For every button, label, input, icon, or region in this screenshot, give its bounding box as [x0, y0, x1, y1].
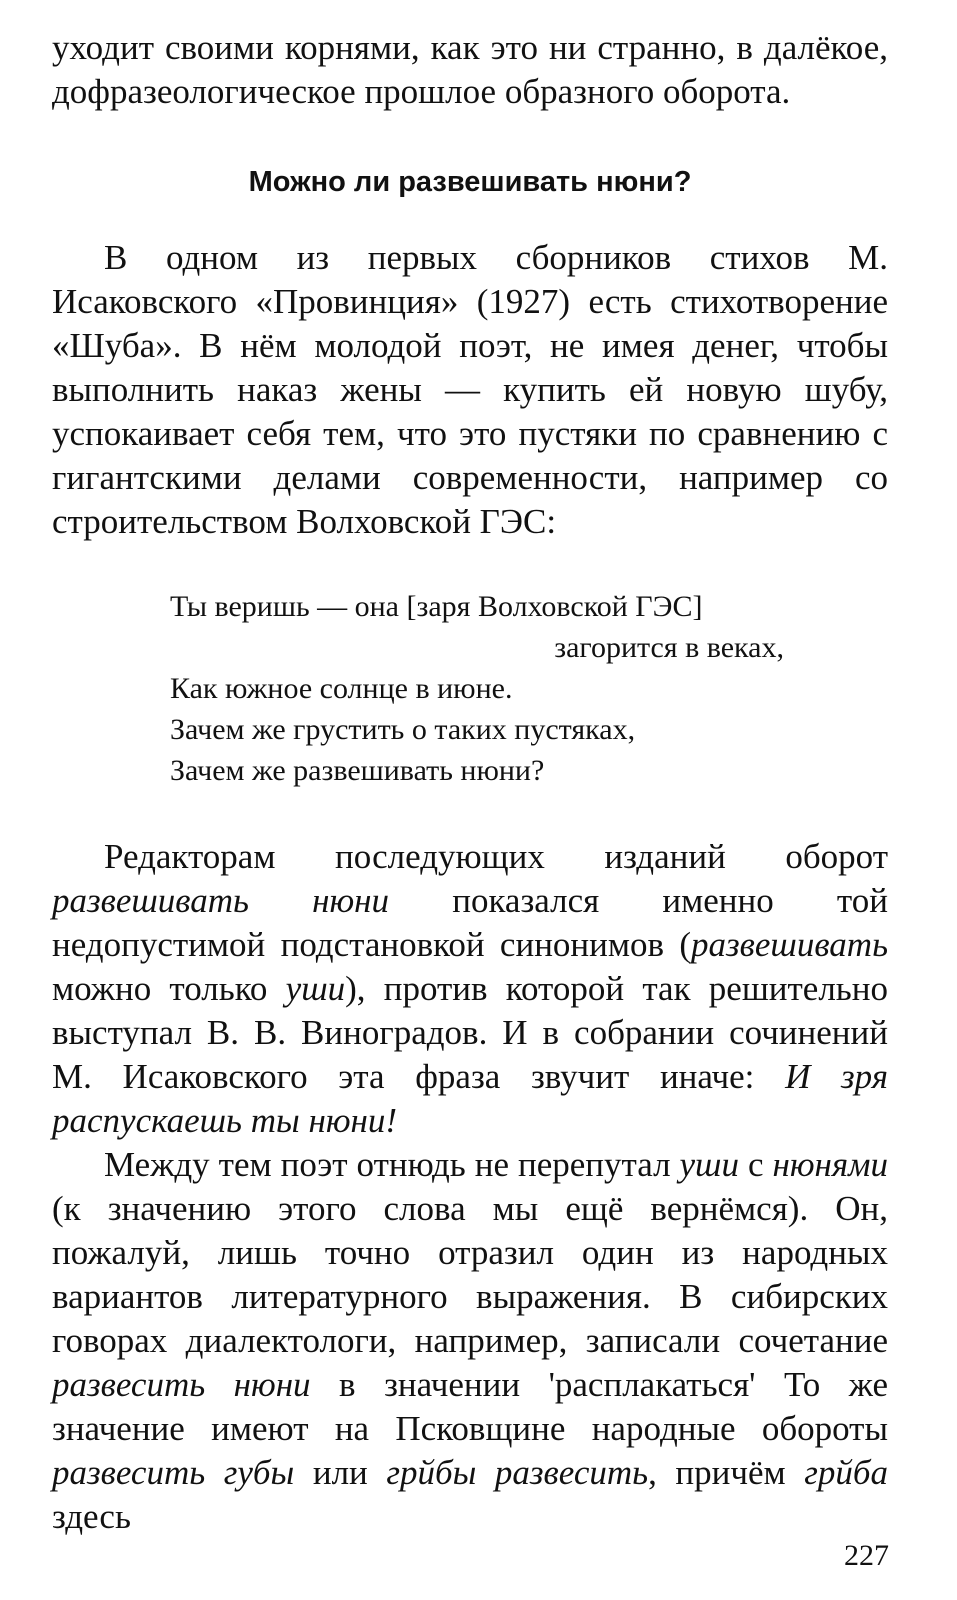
- text-span: можно только: [52, 969, 286, 1008]
- text-span: показался именно той недопустимой подстановкой синонимов (: [52, 881, 888, 964]
- section-heading: Можно ли развешивать нюни?: [248, 166, 692, 198]
- text-span: в значении 'расплакаться' То же значение имеют на Псковщине народные обороты: [52, 1365, 888, 1448]
- verse-line-1: Ты веришь — она [заря Волховской ГЭС]: [170, 590, 703, 623]
- verse-line-4: Зачем же развешивать нюни?: [170, 754, 545, 787]
- verse-line-3: Зачем же грустить о таких пустяках,: [170, 713, 636, 746]
- intro-paragraph: уходит своими корнями, как это ни странно, в далёкое, дофразеологическое прошлое образного оборота.: [52, 28, 888, 111]
- paragraph-3: [52, 1143, 888, 1539]
- verse-line-2: Как южное солнце в июне.: [170, 672, 513, 705]
- italic-phrase: развешивать: [691, 925, 888, 964]
- italic-phrase: уши: [285, 969, 346, 1008]
- text-span: здесь: [52, 1497, 131, 1536]
- italic-phrase: грйбы развесить: [386, 1453, 649, 1492]
- text-span: Между тем поэт отнюдь не перепутал: [104, 1145, 680, 1184]
- italic-phrase: развесить нюни: [52, 1365, 311, 1404]
- paragraph-1: В одном из первых сборников стихов М. Исаковского «Провинция» (1927) есть стихотворение «Шуба». В нём молодой поэт, не имея денег, чтобы выполнить наказ жены — купить ей новую шубу, успокаивает себя тем, что это пустяки по сравнению с гигантскими делами современности, например со строительством Волховской ГЭС:: [52, 238, 888, 541]
- italic-phrase: развешивать нюни: [52, 881, 390, 920]
- book-page: [52, 26, 888, 1539]
- italic-phrase: И зря распускаешь ты нюни!: [52, 1057, 888, 1140]
- italic-phrase: нюнями: [772, 1145, 888, 1184]
- page-number: 227: [844, 1539, 889, 1572]
- text-span: , причём: [648, 1453, 805, 1492]
- text-span: (к значению этого слова мы ещё вернёмся). Он, пожалуй, лишь точно отразил один из народных вариантов литературного выражения. В сибирских говорах диалектологи, например, записали сочетание: [52, 1189, 888, 1360]
- text-span: Редакторам последующих изданий оборот: [104, 837, 888, 876]
- italic-phrase: развесить губы: [52, 1453, 295, 1492]
- text-span: с: [738, 1145, 773, 1184]
- text-span: ), против которой так решительно выступал В. В. Виноградов. И в собрании сочинений М. Исаковского эта фраза звучит иначе:: [52, 969, 889, 1096]
- verse-line-1-continuation: загорится в веках,: [554, 631, 784, 664]
- poem-quote: [170, 586, 784, 791]
- italic-phrase: грйба: [804, 1453, 889, 1492]
- text-span: или: [294, 1453, 387, 1492]
- paragraph-2: [52, 835, 888, 1143]
- italic-phrase: уши: [679, 1145, 739, 1184]
